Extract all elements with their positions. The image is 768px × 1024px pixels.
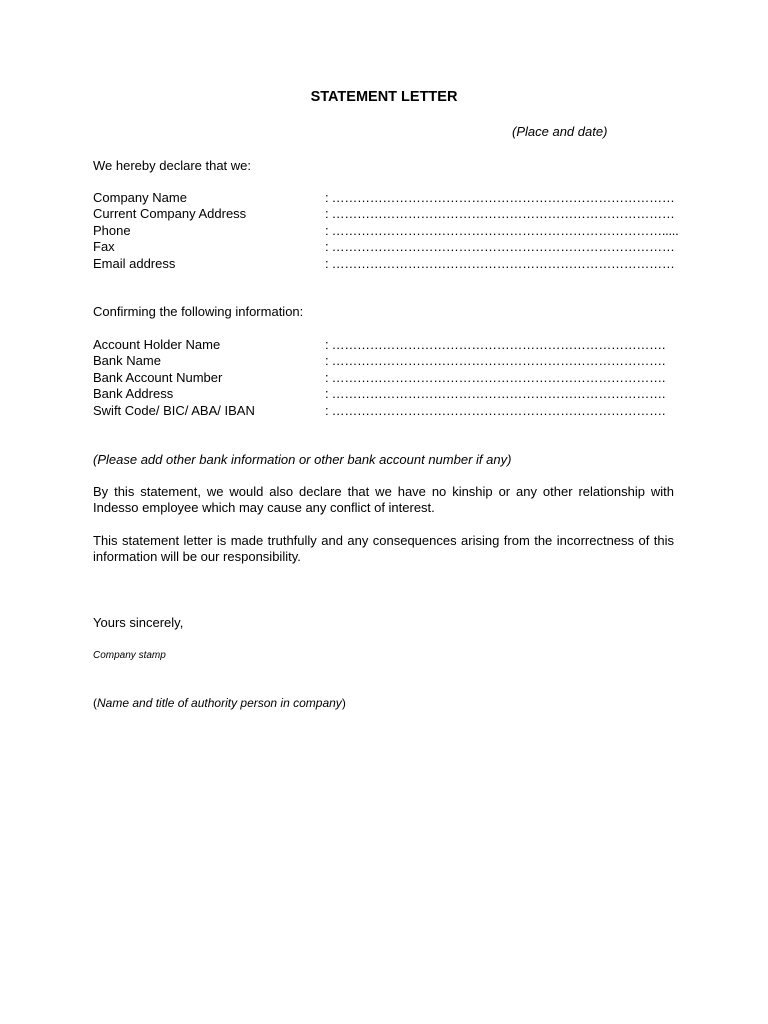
field-label: Bank Address (93, 386, 174, 402)
field-bank-address (93, 386, 666, 402)
field-company-name (93, 190, 675, 206)
field-label: Swift Code/ BIC/ ABA/ IBAN (93, 402, 255, 418)
responsibility-paragraph: This statement letter is made truthfully and any consequences arising from the incorrectness of this information will be our responsibility. (93, 533, 674, 565)
place-and-date: (Place and date) (512, 124, 608, 139)
field-blank: : ……………………………………………………………………. (325, 369, 666, 385)
field-account-holder (93, 337, 666, 353)
field-company-address (93, 206, 675, 222)
field-label: Phone (93, 222, 131, 238)
field-blank: : ……………………………………………………………………… (325, 255, 675, 271)
field-blank: : ……………………………………………………………………. (325, 386, 666, 402)
field-bank-name (93, 353, 666, 369)
field-blank: : ……………………………………………………………………… (325, 190, 675, 205)
closing-salutation: Yours sincerely, (93, 615, 184, 630)
field-blank: : ……………………………………………………………………… (325, 239, 675, 255)
signatory-open-paren: ( (93, 696, 97, 710)
field-label: Fax (93, 239, 115, 255)
field-blank: : ……………………………………………………………………. (325, 337, 666, 352)
field-blank: : ……………………………………………………………………. (325, 402, 666, 418)
field-blank: : ……………………………………………………………………… (325, 206, 675, 222)
field-label: Bank Name (93, 353, 161, 369)
document-title: STATEMENT LETTER (310, 89, 458, 105)
signatory-line (93, 695, 346, 711)
intro-text: We hereby declare that we: (93, 158, 252, 173)
field-phone (93, 222, 679, 239)
field-blank: : ……………………………………………………………………..... (325, 222, 679, 238)
field-label: Current Company Address (93, 206, 247, 222)
field-label: Company Name (93, 190, 187, 205)
no-kinship-paragraph: By this statement, we would also declare that we have no kinship or any other relationship with Indesso employee which may cause any conflict of interest. (93, 484, 674, 516)
signatory-placeholder: Name and title of authority person in company (97, 696, 342, 710)
company-stamp-label: Company stamp (93, 650, 166, 661)
field-bank-account-number (93, 369, 666, 386)
signatory-close-paren: ) (341, 696, 346, 710)
bank-info-note: (Please add other bank information or other bank account number if any) (93, 452, 512, 467)
field-label: Account Holder Name (93, 337, 221, 352)
field-swift-code (93, 402, 666, 419)
field-fax (93, 239, 675, 255)
field-blank: : ……………………………………………………………………. (325, 353, 666, 369)
field-label: Bank Account Number (93, 369, 223, 385)
confirm-heading: Confirming the following information: (93, 304, 304, 319)
field-label: Email address (93, 255, 176, 271)
field-email (93, 255, 675, 272)
